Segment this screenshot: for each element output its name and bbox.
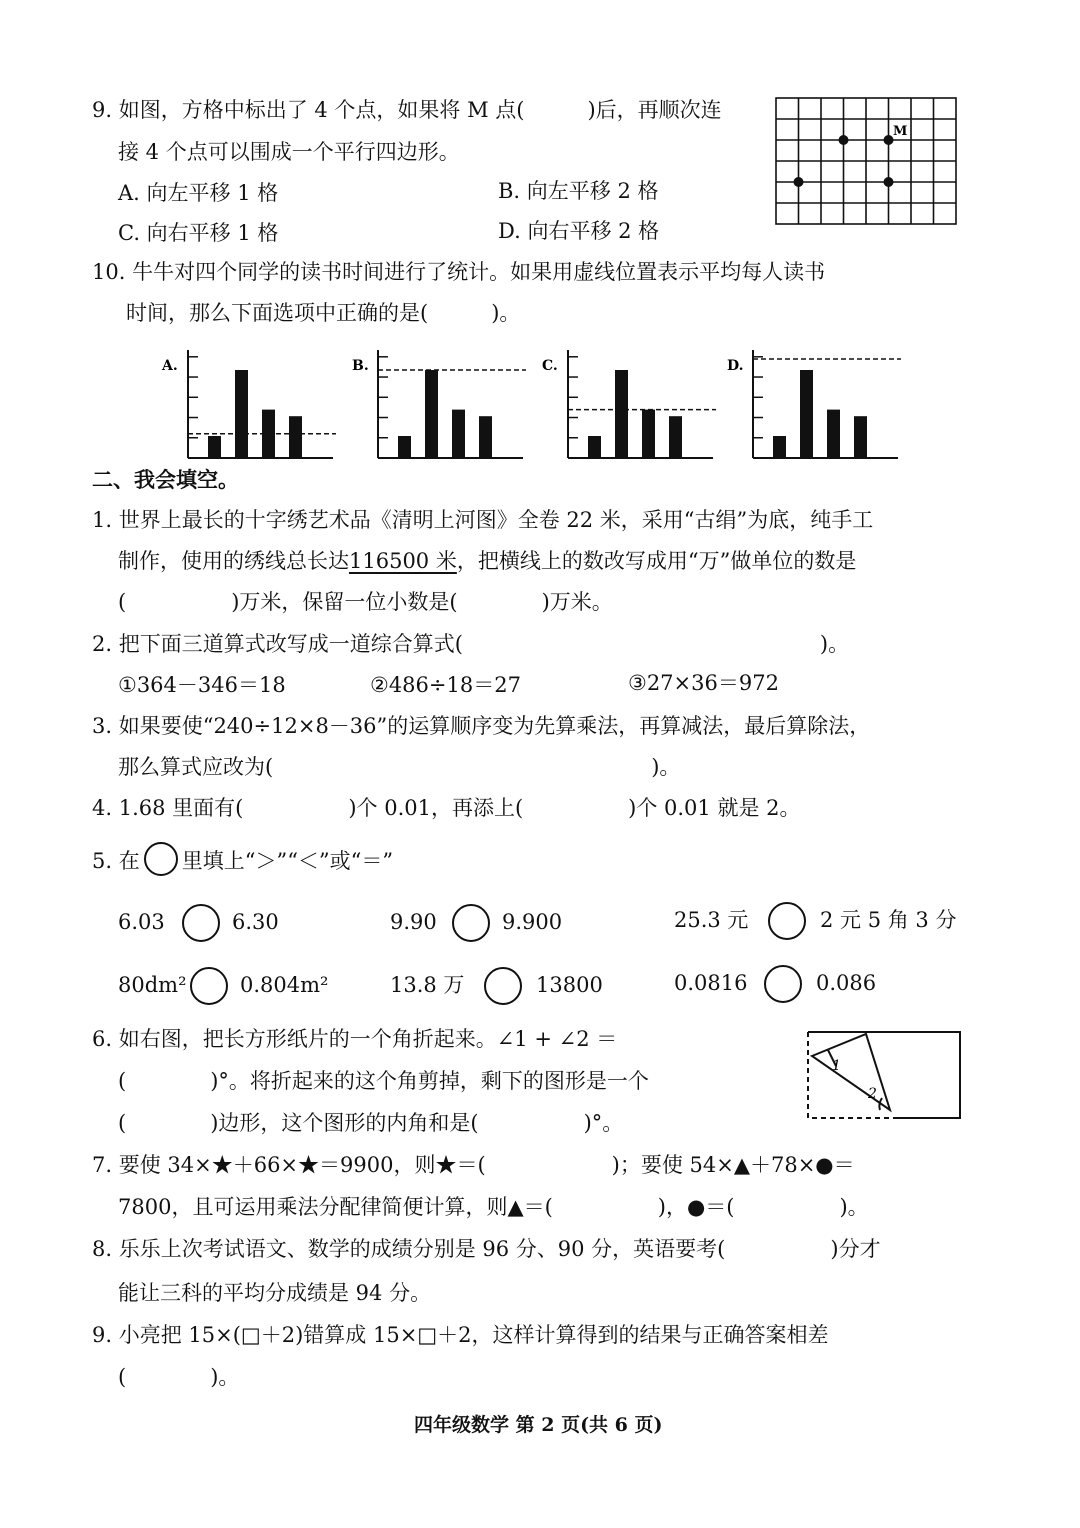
s2-q5-line xyxy=(92,842,393,876)
q9-line2: 接 4 个点可以围成一个平行四边形。 xyxy=(118,140,460,164)
q5-r2-left-value: 0.0816 xyxy=(674,971,748,995)
s2-q4-line: 4. 1.68 里面有( )个 0.01，再添上( )个 0.01 就是 2。 xyxy=(92,796,801,820)
chart-bar xyxy=(827,410,840,458)
q10-bar-charts xyxy=(150,340,910,465)
q9-option-a: A. 向左平移 1 格 xyxy=(118,181,279,205)
grid-label-m: M xyxy=(893,124,908,139)
s2-q2-formula3: ③27×36＝972 xyxy=(628,671,779,695)
chart-option-label: D. xyxy=(727,358,744,374)
answer-circle[interactable] xyxy=(452,904,490,942)
q9-grid-figure xyxy=(772,90,962,230)
s2-q2-formula1: ①364－346＝18 xyxy=(118,673,286,697)
section2-title: 二、我会填空。 xyxy=(92,468,239,492)
s2-q9-line2: ( )。 xyxy=(118,1365,240,1389)
s2-q6-line2: ( )°。将折起来的这个角剪掉，剩下的图形是一个 xyxy=(118,1069,649,1093)
chart-bar xyxy=(642,410,655,458)
chart-bar xyxy=(773,436,786,458)
s2-q6-line1: 6. 如右图，把长方形纸片的一个角折起来。∠1 + ∠2 ＝ xyxy=(92,1027,618,1051)
q6-angle2-label: 2 xyxy=(868,1086,877,1102)
q5-r1-right-value: 9.900 xyxy=(502,910,563,934)
grid-point xyxy=(794,177,804,187)
chart-bar xyxy=(669,416,682,458)
answer-circle[interactable] xyxy=(768,902,806,940)
s2-q2-line1: 2. 把下面三道算式改写成一道综合算式( )。 xyxy=(92,632,850,656)
s2-q9-line1: 9. 小亮把 15×(□＋2)错算成 15×□＋2，这样计算得到的结果与正确答案相差 xyxy=(92,1323,829,1347)
q5-r2-right-value: 0.804m² xyxy=(240,973,329,997)
s2-q6-line3: ( )边形，这个图形的内角和是( )°。 xyxy=(118,1111,624,1135)
q5-r2-left-value: 80dm² xyxy=(118,973,187,997)
s2-q1-line3: ( )万米，保留一位小数是( )万米。 xyxy=(118,590,613,614)
q9-option-c: C. 向右平移 1 格 xyxy=(118,221,279,245)
grid-point xyxy=(839,135,849,145)
chart-bar xyxy=(479,416,492,458)
q6-angle1-label: 1 xyxy=(832,1058,841,1074)
s2-q1-line1: 1. 世界上最长的十字绣艺术品《清明上河图》全卷 22 米，采用“古绢”为底，纯手工 xyxy=(92,508,874,532)
q6-folded-paper-figure xyxy=(806,1028,966,1124)
chart-bar xyxy=(854,416,867,458)
s2-q1-line2-post: ，把横线上的数改写成用“万”做单位的数是 xyxy=(456,549,857,573)
answer-circle[interactable] xyxy=(484,967,522,1005)
s2-q8-line2: 能让三科的平均分成绩是 94 分。 xyxy=(118,1281,432,1305)
s2-q8-line1: 8. 乐乐上次考试语文、数学的成绩分别是 96 分、90 分，英语要考( )分才 xyxy=(92,1237,881,1261)
q5-r2-right-value: 13800 xyxy=(536,973,603,997)
q5-r1-right-value: 6.30 xyxy=(232,910,279,934)
chart-bar xyxy=(425,370,438,458)
answer-circle[interactable] xyxy=(190,967,228,1005)
s2-q7-line1: 7. 要使 34×★＋66×★＝9900，则★＝( )；要使 54×▲＋78×●＝ xyxy=(92,1153,855,1177)
s2-q1-line2 xyxy=(118,551,856,572)
chart-bar xyxy=(398,436,411,458)
q9-line1: 9. 如图，方格中标出了 4 个点，如果将 M 点( )后，再顺次连 xyxy=(92,98,722,122)
chart-option-label: C. xyxy=(542,358,558,374)
q10-line1: 10. 牛牛对四个同学的读书时间进行了统计。如果用虚线位置表示平均每人读书 xyxy=(92,260,826,284)
page-footer: 四年级数学 第 2 页(共 6 页) xyxy=(414,1414,663,1436)
s2-q5-post: 里填上“＞”“＜”或“＝” xyxy=(181,849,394,873)
chart-bar xyxy=(615,370,628,458)
q10-line2: 时间，那么下面选项中正确的是( )。 xyxy=(126,301,521,325)
chart-bar xyxy=(588,436,601,458)
answer-circle[interactable] xyxy=(764,965,802,1003)
chart-bar xyxy=(452,410,465,458)
q5-r1-left-value: 25.3 元 xyxy=(674,908,749,932)
chart-option-label: B. xyxy=(352,358,369,374)
s2-q7-line2: 7800，且可运用乘法分配律简便计算，则▲＝( )，●＝( )。 xyxy=(118,1195,869,1219)
chart-option-label: A. xyxy=(162,358,178,374)
s2-q1-line2-pre: 制作，使用的绣线总长达 xyxy=(118,549,349,573)
q9-option-d: D. 向右平移 2 格 xyxy=(498,219,660,243)
q5-r1-left-value: 9.90 xyxy=(390,910,437,934)
chart-bar xyxy=(289,416,302,458)
s2-q5-pre: 5. 在 xyxy=(92,849,140,873)
answer-circle xyxy=(144,842,178,876)
grid-point-m xyxy=(884,135,894,145)
q5-r1-right-value: 2 元 5 角 3 分 xyxy=(820,908,957,932)
q5-r1-left-value: 6.03 xyxy=(118,910,165,934)
grid-point xyxy=(884,177,894,187)
chart-bar xyxy=(208,436,221,458)
s2-q1-underlined-number: 116500 米 xyxy=(349,549,457,573)
chart-bar xyxy=(800,370,813,458)
s2-q3-line2: 那么算式应改为( )。 xyxy=(118,755,681,779)
q5-r2-left-value: 13.8 万 xyxy=(390,973,465,997)
q9-option-b: B. 向左平移 2 格 xyxy=(498,179,659,203)
answer-circle[interactable] xyxy=(182,904,220,942)
s2-q3-line1: 3. 如果要使“240÷12×8－36”的运算顺序变为先算乘法，再算减法，最后算除法， xyxy=(92,714,871,738)
s2-q2-formula2: ②486÷18＝27 xyxy=(370,673,521,697)
chart-bar xyxy=(235,370,248,458)
q5-r2-right-value: 0.086 xyxy=(816,971,877,995)
